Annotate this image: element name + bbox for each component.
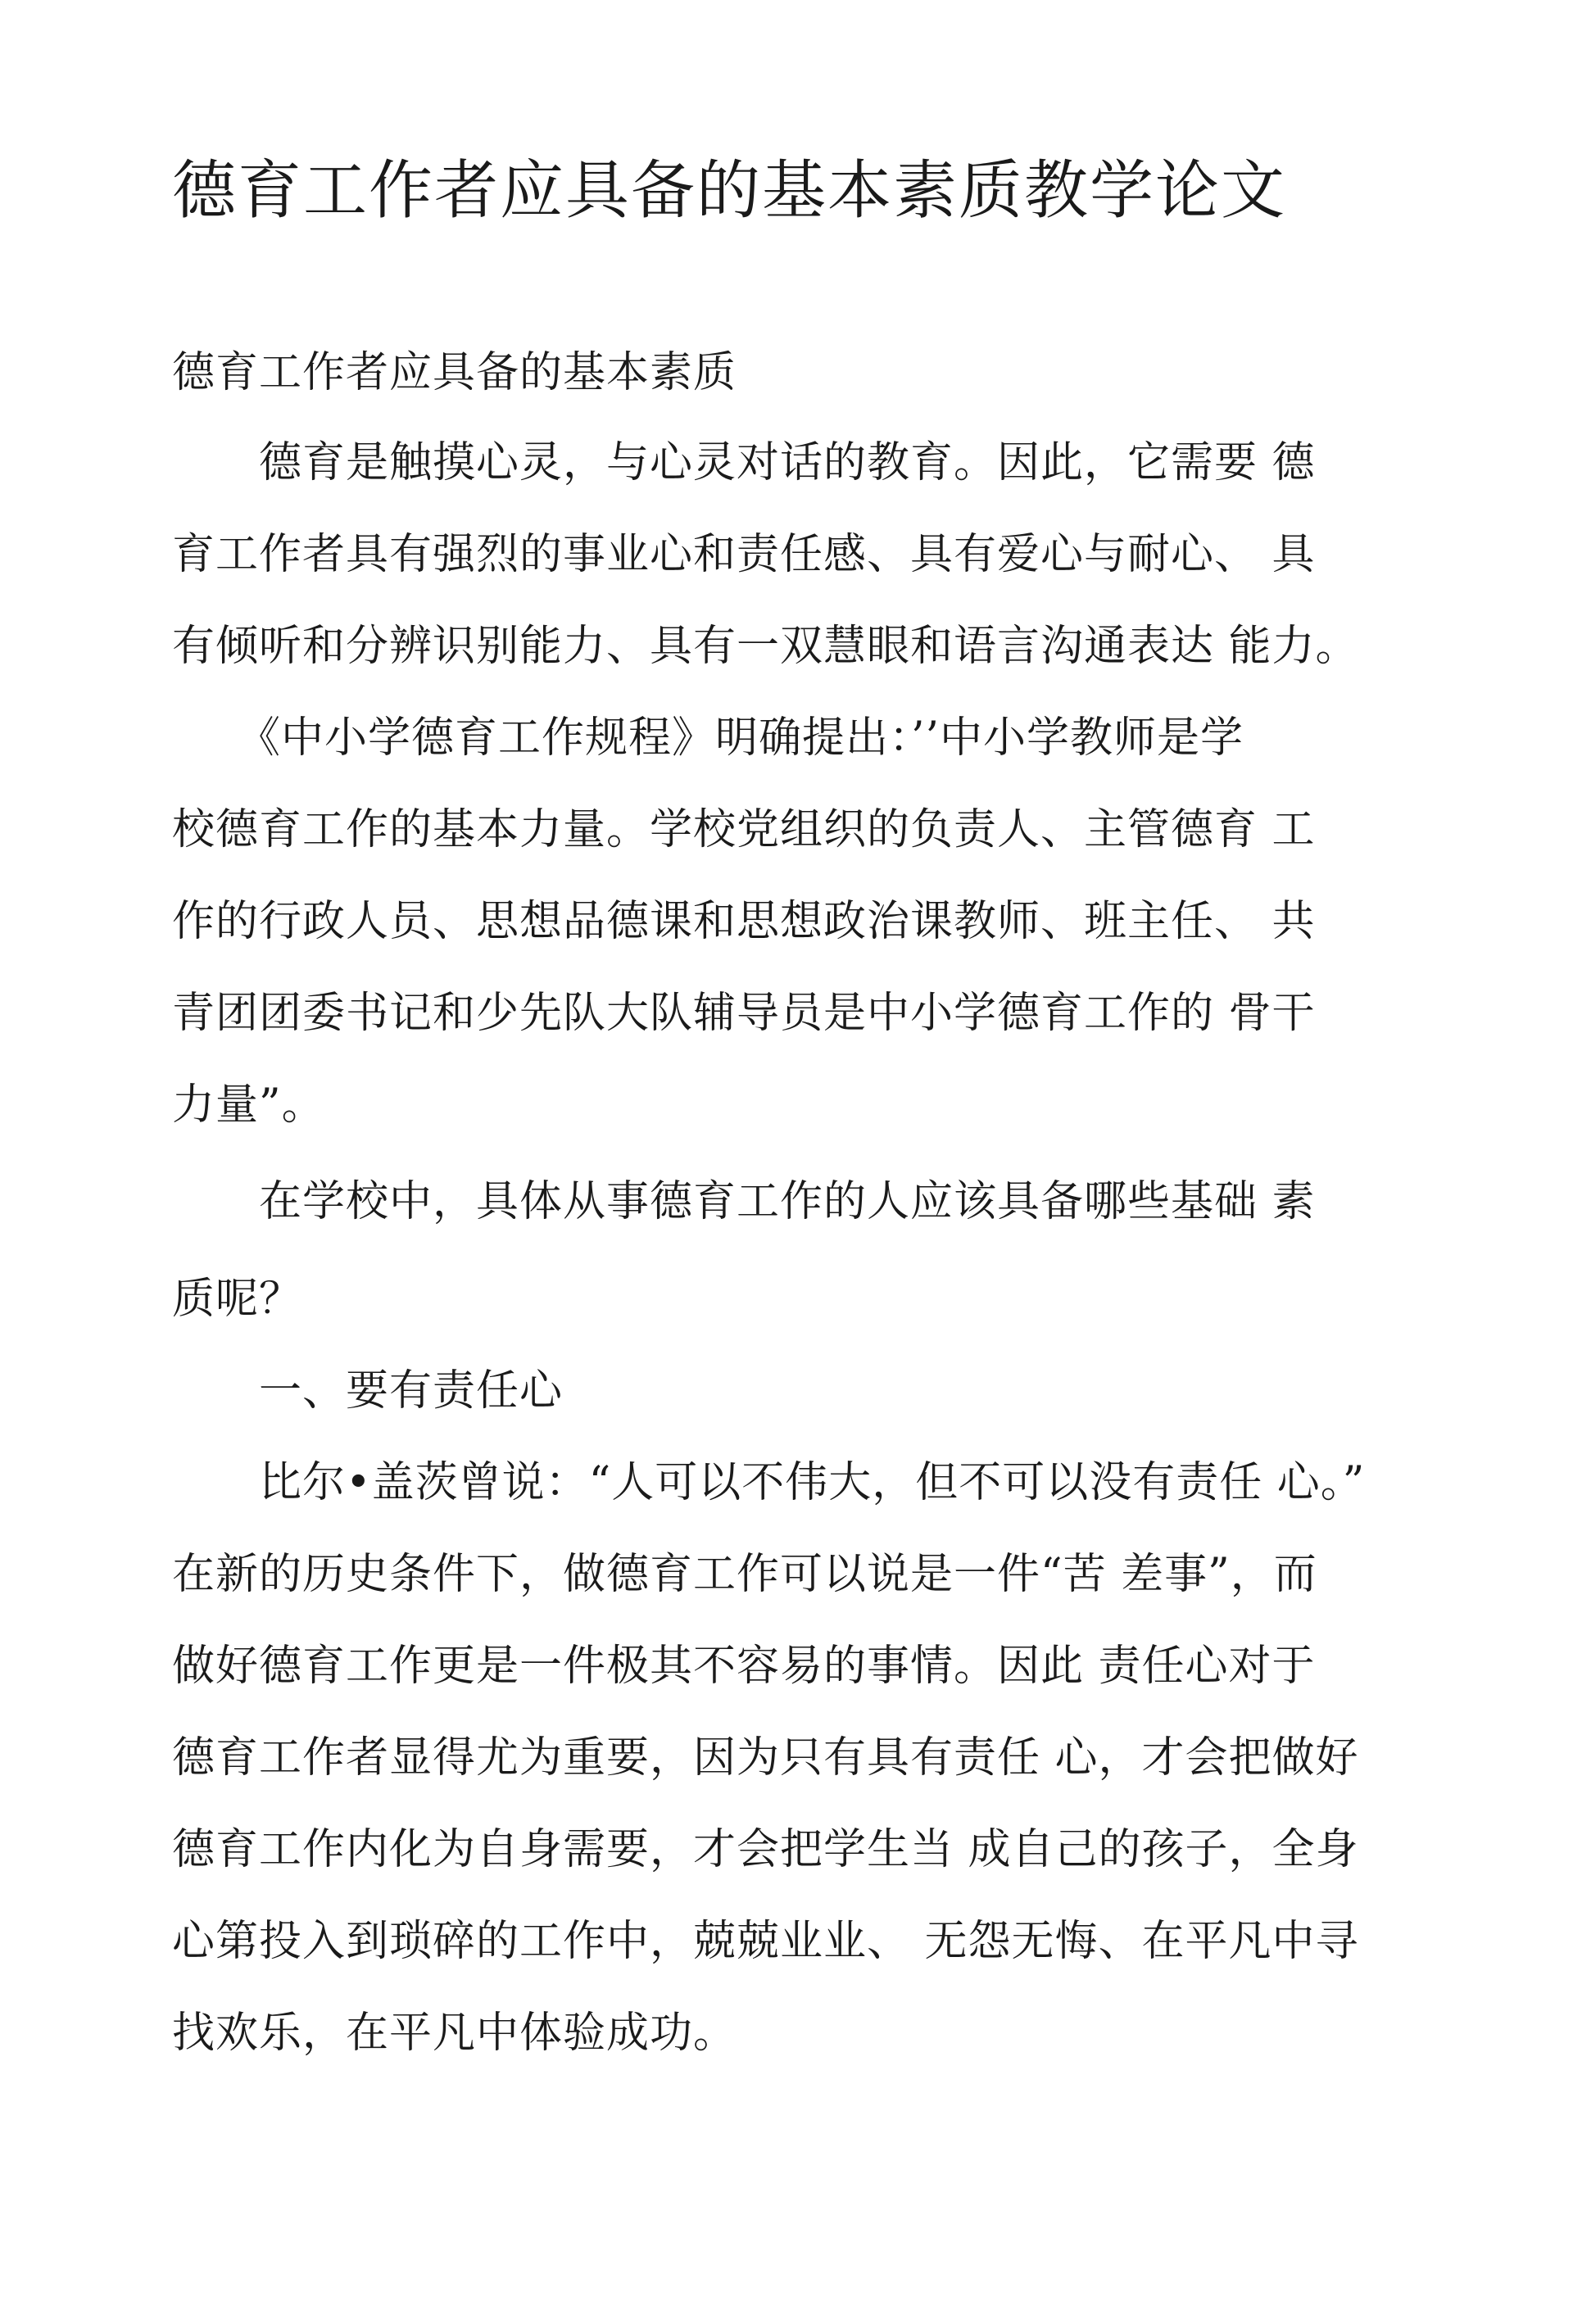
body-line: 有倾听和分辨识别能力、具有一双慧眼和语言沟通表达 能力。 — [172, 622, 1359, 671]
body-line: 德育工作内化为自身需要，才会把学生当 成自己的孩子，全身 — [172, 1825, 1359, 1874]
body-line: 校德育工作的基本力量。学校党组织的负责人、主管德育 工 — [172, 805, 1316, 854]
body-line: 在新的历史条件下，做德育工作可以说是一件“苦 差事”，而 — [172, 1550, 1317, 1599]
body-line: 《中小学德育工作规程》明确提出：’’中小学教师是学 — [172, 714, 1244, 763]
body-line: 做好德育工作更是一件极其不容易的事情。因此 责任心对于 — [172, 1642, 1316, 1691]
body-line: 作的行政人员、思想品德课和思想政治课教师、班主任、 共 — [172, 897, 1316, 946]
body-line: 育工作者具有强烈的事业心和责任感、具有爱心与耐心、 具 — [172, 530, 1316, 579]
body-line: 心第投入到琐碎的工作中，兢兢业业、 无怨无悔、在平凡中寻 — [172, 1917, 1359, 1966]
body-line: 德育是触摸心灵，与心灵对话的教育。因此，它需要 德 — [172, 438, 1316, 487]
document-title: 德育工作者应具备的基本素质教学论文 — [172, 154, 1287, 228]
body-line: 在学校中，具体从事德育工作的人应该具备哪些基础 素 — [172, 1177, 1316, 1226]
body-line: 力量”。 — [172, 1080, 325, 1130]
body-line: 质呢？ — [172, 1275, 303, 1324]
section-heading: 德育工作者应具备的基本素质 — [172, 348, 737, 397]
body-line: 青团团委书记和少先队大队辅导员是中小学德育工作的 骨干 — [172, 989, 1316, 1038]
section-subheading: 一、要有责任心 — [172, 1366, 564, 1416]
body-line: 比尔•盖茨曾说：“人可以不伟大，但不可以没有责任 心。” — [172, 1458, 1366, 1507]
body-line: 找欢乐，在平凡中体验成功。 — [172, 2009, 737, 2058]
body-line: 德育工作者显得尤为重要，因为只有具有责任 心，才会把做好 — [172, 1733, 1359, 1783]
